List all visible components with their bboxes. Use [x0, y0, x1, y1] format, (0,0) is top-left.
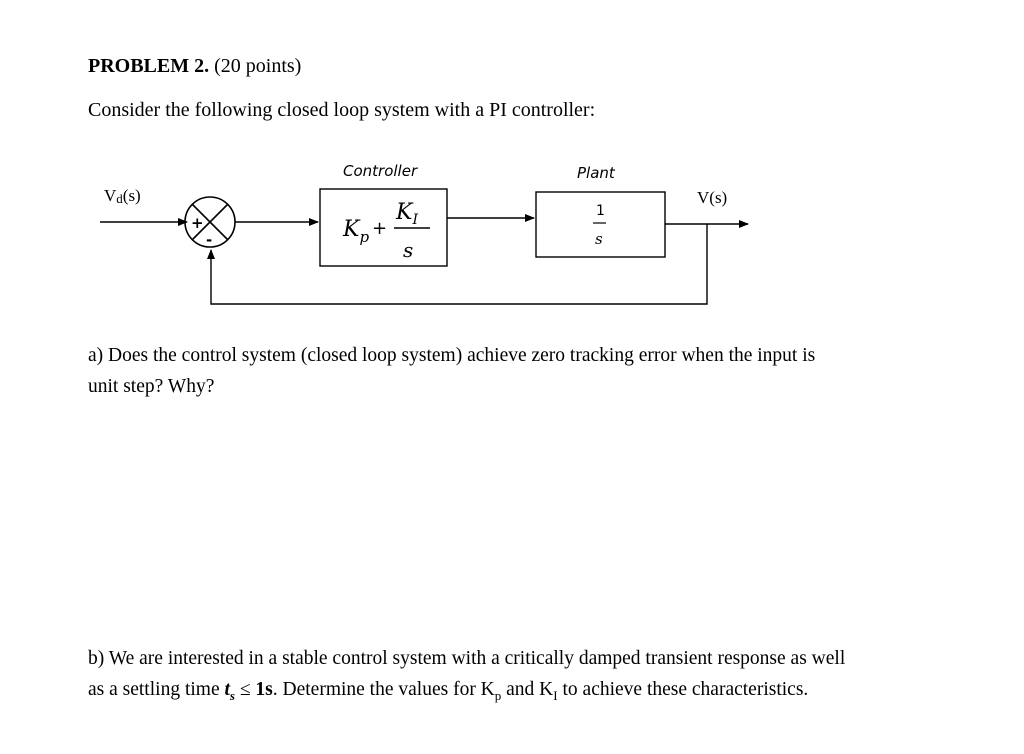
problem-label: PROBLEM 2.	[88, 55, 210, 77]
intro-text: Consider the following closed loop system with a PI controller:	[88, 99, 596, 121]
svg-text:+: +	[372, 218, 388, 239]
svg-text:KI: $K_I$	[396, 200, 418, 228]
feedback-path	[211, 224, 707, 304]
svg-text:s: s	[595, 230, 603, 248]
question-b-line2: as a settling time $t_s \le 1s$. Determine the values for $K_p$ and $K_I$ to achieve these characteristics.	[88, 679, 809, 703]
svg-text:Kp: $K_p$	[343, 217, 370, 246]
question-a-line2: unit step? Why?	[88, 376, 215, 397]
problem-points: (20 points)	[214, 55, 302, 77]
plus-sign: +	[191, 214, 204, 232]
controller-transfer-function	[342, 200, 430, 262]
question-b-line1: b) We are interested in a stable control system with a critically damped transient response as well	[88, 648, 846, 669]
controller-title: Controller	[343, 162, 418, 180]
plant-title: Plant	[577, 164, 615, 182]
question-b	[88, 643, 938, 711]
output-signal-label: V(s)	[697, 188, 728, 207]
question-a-line1: a) Does the control system (closed loop system) achieve zero tracking error when the input is	[88, 345, 816, 366]
minus-sign: -	[206, 231, 213, 249]
plant-transfer-function	[593, 203, 606, 248]
question-a	[88, 340, 938, 402]
input-signal-label: Vd(s)	[104, 186, 141, 206]
svg-text:s: s	[403, 238, 414, 262]
summing-junction	[185, 197, 235, 249]
svg-text:1: 1	[596, 203, 605, 219]
